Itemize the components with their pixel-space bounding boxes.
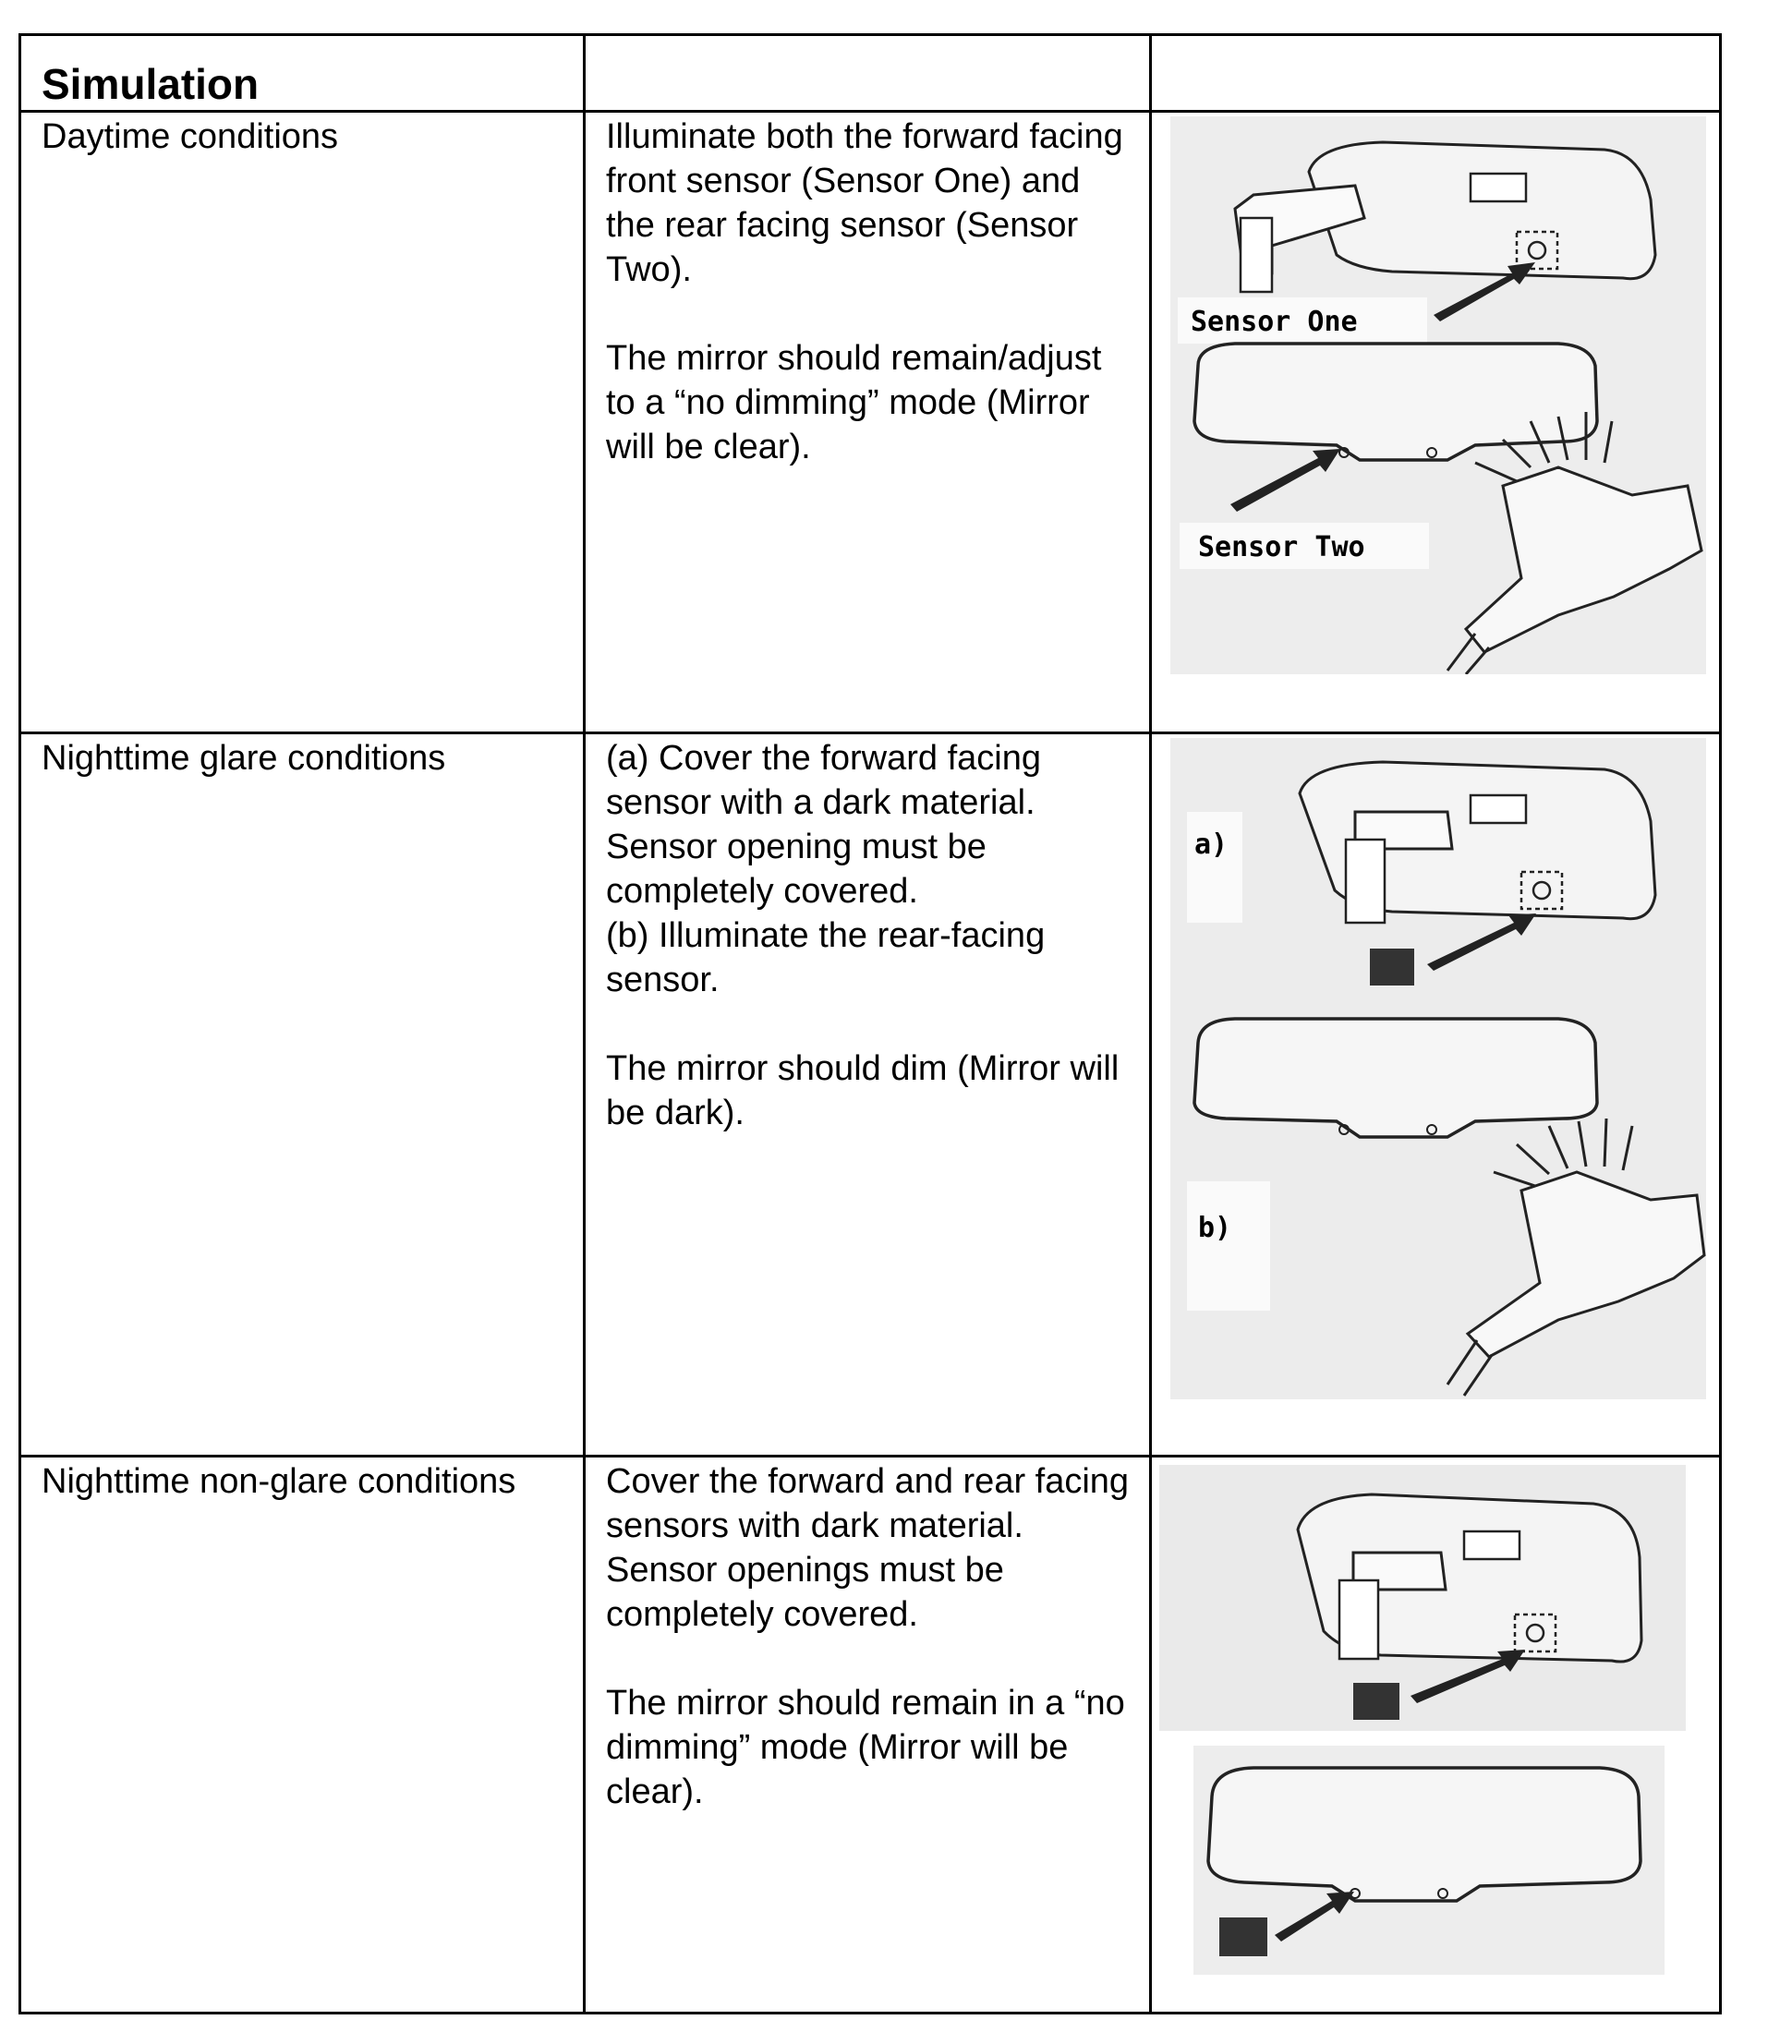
mirror-front-outline — [1194, 1019, 1597, 1137]
mirror-illustration-glare — [1170, 738, 1706, 1399]
mount-plate — [1464, 1531, 1520, 1559]
header-cell-empty-3 — [1151, 35, 1721, 112]
mirror-sensor-diagram — [1159, 1465, 1686, 1731]
instruction-paragraph: The mirror should remain in a “no dimming” mode (Mirror will be clear). — [606, 1684, 1125, 1811]
sensor-two-label: Sensor Two — [1198, 531, 1365, 563]
mirror-sensor-diagram — [1193, 1746, 1665, 1975]
header-cell-title — [20, 35, 585, 112]
table-title: Simulation — [42, 60, 260, 109]
instruction-paragraph: (b) Illuminate the rear-facing sensor. — [606, 916, 1046, 999]
condition-label: Nighttime glare conditions — [42, 739, 446, 778]
dark-cover-card — [1219, 1917, 1267, 1956]
mount-plate — [1471, 174, 1526, 201]
table-row — [20, 1457, 1721, 2014]
table-row — [20, 733, 1721, 1457]
figure-label-a: a) — [1194, 828, 1229, 861]
dark-cover-card — [1353, 1683, 1399, 1720]
table-row — [20, 112, 1721, 733]
mirror-illustration-daytime — [1170, 116, 1706, 674]
instruction-paragraph: (a) Cover the forward facing sensor with a dark material. Sensor opening must be completely covered. — [606, 739, 1041, 911]
condition-label: Daytime conditions — [42, 117, 339, 156]
sensor-one-label: Sensor One — [1191, 306, 1358, 338]
mirror-sensor-diagram — [1170, 738, 1706, 1399]
dark-cover-card — [1370, 949, 1414, 986]
condition-cell — [20, 733, 585, 1457]
instruction-paragraph: The mirror should dim (Mirror will be dark). — [606, 1049, 1120, 1132]
label-background — [1187, 1181, 1270, 1311]
mirror-sensor-diagram — [1170, 116, 1706, 674]
instruction-cell — [585, 1457, 1151, 2014]
condition-cell — [20, 1457, 585, 2014]
mirror-front-outline — [1208, 1768, 1641, 1901]
instruction-cell — [585, 112, 1151, 733]
instruction-paragraph: Illuminate both the forward facing front sensor (Sensor One) and the rear facing sensor (Sensor Two). — [606, 117, 1123, 289]
mirror-illustration-nonglare-front — [1193, 1746, 1665, 1975]
mirror-mount-base — [1339, 1580, 1378, 1659]
mirror-mount-base — [1241, 218, 1272, 292]
illustration-cell — [1151, 1457, 1721, 2014]
condition-label: Nighttime non-glare conditions — [42, 1462, 516, 1501]
instruction-text — [586, 113, 1149, 469]
instruction-cell — [585, 733, 1151, 1457]
instruction-paragraph: The mirror should remain/adjust to a “no dimming” mode (Mirror will be clear). — [606, 339, 1102, 466]
condition-cell — [20, 112, 585, 733]
instruction-text — [586, 1457, 1149, 1814]
illustration-cell — [1151, 733, 1721, 1457]
figure-label-b: b) — [1198, 1212, 1232, 1244]
simulation-table — [18, 33, 1722, 2014]
mirror-front-outline — [1194, 344, 1597, 460]
mirror-illustration-nonglare-back — [1159, 1465, 1686, 1731]
table-header-row — [20, 35, 1721, 112]
mount-plate — [1471, 795, 1526, 823]
header-cell-empty-2 — [585, 35, 1151, 112]
mirror-mount-base — [1346, 840, 1385, 923]
illustration-cell — [1151, 112, 1721, 733]
instruction-paragraph: Cover the forward and rear facing sensors with dark material. Sensor openings must be completely covered. — [606, 1462, 1130, 1634]
instruction-text — [586, 734, 1149, 1135]
